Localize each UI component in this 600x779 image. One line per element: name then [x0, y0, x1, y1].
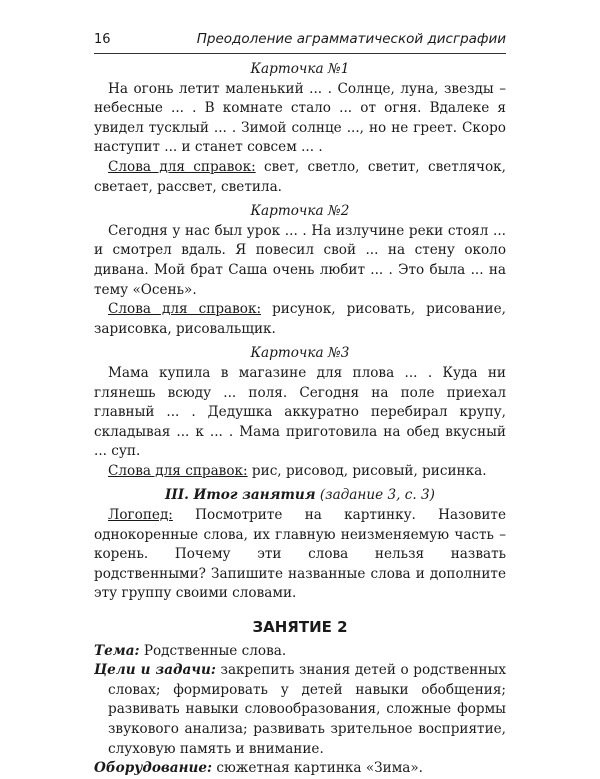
summary-title-ref: (задание 3, с. 3): [315, 487, 435, 504]
hint-label: Слова для справок:: [108, 462, 248, 479]
card-2-title: Карточка №2: [250, 203, 350, 220]
hint-label: Слова для справок:: [108, 158, 256, 175]
goals-text: закрепить знания детей о родственных словах; формировать у детей навыки обобщения; развивать навыки словообразования, сложные формы звукового анализа; развивать зрительное восприятие, слуховую память и внимание.: [108, 662, 506, 757]
summary-title: [94, 486, 506, 506]
lesson-title: ЗАНЯТИЕ 2: [252, 618, 348, 637]
card-1-title: Карточка №1: [250, 61, 350, 77]
speaker-label: Логопед:: [108, 507, 173, 524]
topic-text: Родственные слова.: [139, 642, 287, 659]
equipment-label: Оборудование:: [94, 760, 213, 777]
running-title: Преодоление аграмматической дисграфии: [196, 31, 506, 47]
card-3-text: Мама купила в магазине для плова ... . Куда ни глянешь всюду ... поля. Сегодня на поле приехал главный ... . Дедушка аккуратно перебирал крупу, складывая ... к ... . Мама приготовила на обед вкусный ... суп.: [94, 364, 506, 460]
card-2-hints: [94, 300, 506, 339]
page-content: [94, 60, 506, 779]
goals-label: Цели и задачи:: [94, 662, 216, 679]
hint-words: рисунок, рисовать, рисование, зарисовка, рисовальщик.: [94, 301, 506, 337]
card-1-hints: [94, 158, 506, 197]
lesson-topic: [94, 642, 506, 662]
speaker-text: Посмотрите на картинку. Назовите однокоренные слова, их главную неизменяемую часть – корень. Почему эти слова нельзя назвать родственными? Запишите названные слова и дополните эту группу своими словами.: [94, 507, 506, 602]
hint-label: Слова для справок:: [108, 301, 262, 318]
header-rule: [94, 53, 506, 54]
page-number: 16: [94, 32, 111, 47]
summary-title-main: III. Итог занятия: [165, 487, 316, 504]
card-2-text: Сегодня у нас был урок ... . На излучине реки стоял ... и смотрел вдаль. Я повесил свой ... на стену около дивана. Мой брат Саша очень любит ... . Это была ... на тему «Осень».: [94, 222, 506, 298]
card-1-text: На огонь летит маленький ... . Солнце, луна, звезды – небесные ... . В комнате стало ... от огня. Вдалеке я увидел тусклый ... . Зимой солнце ..., но не греет. Скоро наступит ... и станет совсем ... .: [94, 80, 506, 156]
topic-label: Тема:: [94, 642, 140, 659]
lesson-goals: [94, 661, 506, 759]
card-3-title: Карточка №3: [250, 345, 350, 362]
summary-text: [94, 506, 506, 604]
hint-words: свет, светло, светит, светлячок, светает, рассвет, светила.: [94, 158, 506, 195]
lesson-equipment: [94, 759, 506, 779]
equipment-text: сюжетная картинка «Зима».: [212, 760, 424, 777]
hint-words: рис, рисовод, рисовый, рисинка.: [247, 462, 487, 479]
page-header: [94, 30, 506, 54]
card-3-hints: [94, 462, 506, 482]
